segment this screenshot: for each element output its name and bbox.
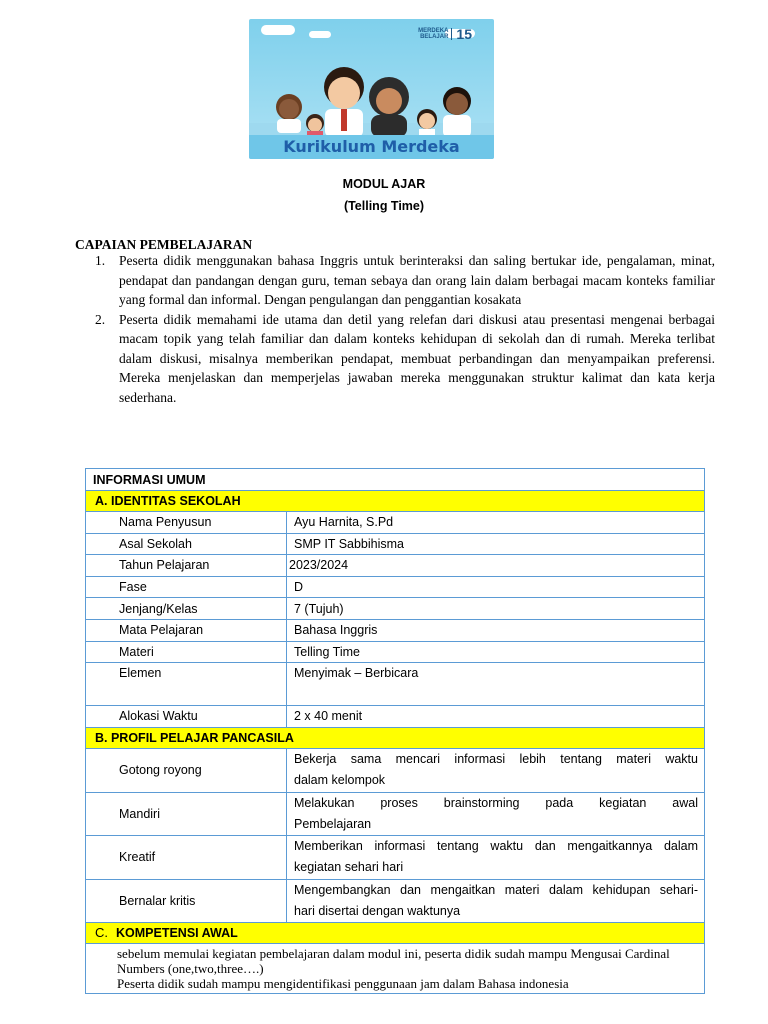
table-row [86, 534, 704, 556]
row-value: Bahasa Inggris [294, 623, 378, 638]
row-value: Ayu Harnita, S.Pd [294, 515, 394, 530]
row-value-line: kegiatan sehari hari [294, 859, 404, 874]
row-label: Nama Penyusun [86, 512, 287, 533]
row-value [287, 793, 704, 835]
row-label: Kreatif [86, 836, 287, 879]
list-item-text: Peserta didik menggunakan bahasa Inggris untuk berinteraksi dan saling bertukar ide, pengalaman, minat, pendapat dan pandangan dengan guru, teman sebaya dan orang lain dalam berbagai macam konteks familiar yang formal dan informal. Dengan pengulangan dan penggantian kosakata [119, 253, 715, 307]
row-value: Telling Time [294, 644, 360, 659]
section-a-title: A. IDENTITAS SEKOLAH [95, 494, 241, 508]
table-row [86, 555, 704, 577]
section-c-letter: C. [95, 925, 108, 941]
row-value-line: Pembelajaran [294, 816, 372, 831]
kompetensi-line: Peserta didik sudah mampu mengidentifikasi penggunaan jam dalam Bahasa indonesia [117, 975, 569, 991]
list-item-text: Peserta didik memahami ide utama dan detil yang relefan dari diskusi atau presentasi mengenai berbagai macam topik yang telah familiar dan dalam konteks kehidupan di sekolah dan di rumah. Mereka terlibat dalam diskusi, misalnya memberikan pendapat, membuat perbandingan dan menyampaikan preferensi. Mereka menjelaskan dan memperjelas jawaban mereka menggunakan struktur kalimat dan kata kerja sederhana. [119, 311, 715, 405]
table-header: INFORMASI UMUM [93, 472, 206, 487]
row-value [287, 880, 704, 922]
row-label: Mandiri [86, 793, 287, 835]
section-c-title [86, 923, 704, 943]
informasi-umum-table [85, 468, 705, 994]
row-label: Gotong royong [86, 749, 287, 792]
row-label: Elemen [86, 663, 287, 705]
section-b-row [86, 728, 704, 749]
table-header-row [86, 469, 704, 491]
list-item [95, 251, 715, 310]
row-value: 2 x 40 menit [294, 709, 363, 724]
table-row [86, 836, 704, 880]
table-row [86, 793, 704, 836]
table-row [86, 663, 704, 706]
row-label: Bernalar kritis [86, 880, 287, 922]
section-a-row [86, 491, 704, 512]
row-value: Menyimak – Berbicara [294, 666, 419, 681]
kurikulum-merdeka-banner [249, 19, 494, 159]
row-value-line: hari disertai dengan waktunya [294, 903, 461, 918]
row-label: Mata Pelajaran [86, 620, 287, 641]
kompetensi-text [86, 944, 704, 993]
document-title: MODUL AJAR [342, 177, 426, 191]
table-row [86, 944, 704, 993]
row-label: Asal Sekolah [86, 534, 287, 555]
row-value [287, 749, 704, 792]
table-row [86, 880, 704, 923]
logo-number: 15 [456, 26, 472, 42]
capaian-list [95, 251, 715, 407]
table-row [86, 642, 704, 664]
document-subtitle: (Telling Time) [343, 199, 425, 213]
table-row [86, 577, 704, 599]
row-value: D [294, 580, 304, 595]
list-item-number: 2. [95, 311, 106, 327]
merdeka-belajar-logo [418, 26, 472, 42]
section-c-label: KOMPETENSI AWAL [116, 925, 238, 940]
list-item-number: 1. [95, 253, 106, 268]
row-value: 7 (Tujuh) [294, 601, 344, 616]
capaian-heading: CAPAIAN PEMBELAJARAN [75, 237, 253, 252]
table-row [86, 620, 704, 642]
row-value-line: dalam kelompok [294, 772, 386, 787]
section-c-row [86, 923, 704, 944]
section-b-title: B. PROFIL PELAJAR PANCASILA [95, 730, 294, 745]
row-value-line: Mengembangkan dan mengaitkan materi dalam kehidupan sehari- [294, 882, 698, 897]
table-row [86, 598, 704, 620]
row-label: Materi [86, 642, 287, 663]
row-value-line: Memberikan informasi tentang waktu dan mengaitkannya dalam [294, 838, 698, 853]
row-value: SMP IT Sabbihisma [294, 536, 405, 551]
kompetensi-line: sebelum memulai kegiatan pembelajaran dalam modul ini, peserta didik sudah mampu Mengusai Cardinal Numbers (one,two,three….) [117, 945, 670, 976]
row-value-line: Melakukan proses brainstorming pada kegiatan awal [294, 795, 698, 810]
list-item [95, 310, 715, 408]
row-label: Alokasi Waktu [86, 706, 287, 727]
logo-line2: BELAJAR [420, 34, 449, 40]
row-value: 2023/2024 [289, 558, 349, 573]
row-value [287, 836, 704, 879]
row-label: Jenjang/Kelas [86, 598, 287, 619]
row-value-line: Bekerja sama mencari informasi lebih tentang materi waktu [294, 751, 698, 766]
table-row [86, 512, 704, 534]
banner-caption [249, 135, 494, 159]
logo-line1: MERDEKA [418, 28, 449, 34]
banner-caption-text: Kurikulum Merdeka [283, 137, 460, 156]
row-label: Tahun Pelajaran [86, 555, 287, 576]
row-label: Fase [86, 577, 287, 598]
table-row [86, 749, 704, 793]
table-row [86, 706, 704, 728]
